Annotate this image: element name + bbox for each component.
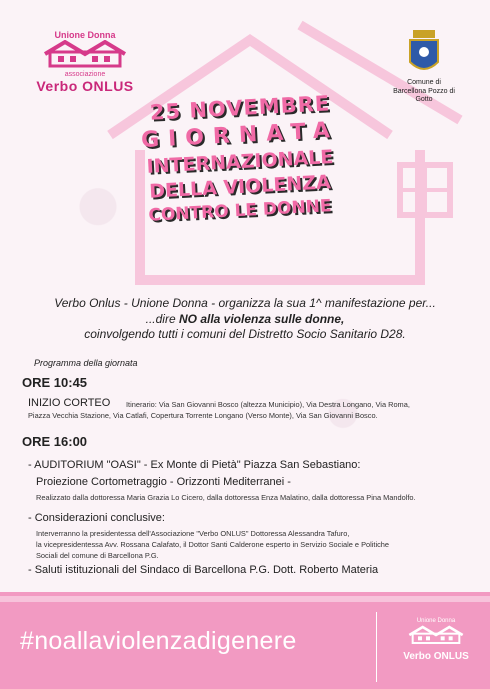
time-1045: ORE 10:45 — [22, 375, 88, 390]
footer-strip — [0, 596, 490, 602]
speakers-line3: Sociali del comune di Barcellona P.G. — [36, 551, 159, 560]
intro-text — [30, 296, 460, 343]
footer-logo-name: Verbo ONLUS — [403, 651, 469, 662]
considerazioni-line: - Considerazioni conclusive: — [28, 512, 165, 524]
program-label: Programma della giornata — [34, 358, 138, 368]
intro-line2 — [30, 312, 460, 328]
title-line1: 25 NOVEMBRE — [149, 91, 331, 125]
corteo-route1: Itinerario: Via San Giovanni Bosco (altezza Municipio), Via Destra Longano, Via Roma, — [126, 400, 410, 409]
hashtag: #noallaviolenzadigenere — [20, 627, 297, 655]
speakers-line2: la vicepresidentessa Avv. Rossana Calafato, il Dottor Santi Calderone esperto in Servizio Sociale e Politiche — [36, 540, 390, 549]
logo-org-mid: associazione — [64, 71, 106, 78]
logo-org-name: Verbo ONLUS — [36, 78, 134, 94]
intro-line3: coinvolgendo tutti i comuni del Distretto Socio Sanitario D28. — [84, 327, 406, 342]
intro-line2-bold: NO alla violenza sulle donne, — [178, 311, 345, 326]
title-line3: INTERNAZIONALE — [146, 146, 334, 178]
corteo-title-text: INIZIO CORTEO — [28, 397, 111, 409]
speakers-line1: Interverranno la presidentessa dell'Associazione "Verbo ONLUS" Dottoressa Alessandra Tafuro, — [36, 529, 350, 538]
footer-logo — [396, 618, 476, 662]
comune-line1: Comune di — [407, 79, 441, 87]
house-logo-icon — [40, 40, 130, 68]
time-1600: ORE 16:00 — [22, 434, 88, 449]
realized-line: Realizzato dalla dottoressa Maria Grazia Lo Cicero, dalla dottoressa Enza Malatino, dalla dottoressa Pina Mandolfo. — [36, 493, 416, 502]
comune-line2: Barcellona Pozzo di Gotto — [393, 87, 455, 104]
verbo-onlus-logo — [30, 30, 140, 94]
footer-house-logo-icon — [406, 624, 466, 646]
saluti-line: - Saluti istituzionali del Sindaco di Barcellona P.G. Dott. Roberto Materia — [28, 564, 379, 576]
comune-logo — [384, 28, 464, 105]
footer-divider — [376, 612, 377, 682]
corteo-title — [28, 397, 110, 409]
title-line5: CONTRO LE DONNE — [147, 196, 332, 226]
title-line2: GIORNATA — [140, 117, 340, 154]
event-title — [140, 91, 340, 226]
intro-line2-prefix: ...dire — [145, 311, 179, 326]
auditorium-line: - AUDITORIUM "OASI" - Ex Monte di Pietà" Piazza San Sebastiano: — [28, 459, 361, 471]
logo-org-top: Unione Donna — [54, 30, 116, 40]
title-line4: DELLA VIOLENZA — [148, 171, 332, 203]
projection-line: Proiezione Cortometraggio - Orizzonti Mediterranei - — [36, 476, 291, 488]
corteo-route2: Piazza Vecchia Stazione, Via Catlafi, Copertura Torrente Longano (Verso Monte), Via San Giovanni Bosco. — [28, 411, 378, 420]
intro-line1: Verbo Onlus - Unione Donna - organizza la sua 1^ manifestazione per... — [54, 296, 436, 310]
footer-logo-top: Unione Donna — [416, 618, 456, 624]
coat-of-arms-icon — [407, 28, 441, 76]
